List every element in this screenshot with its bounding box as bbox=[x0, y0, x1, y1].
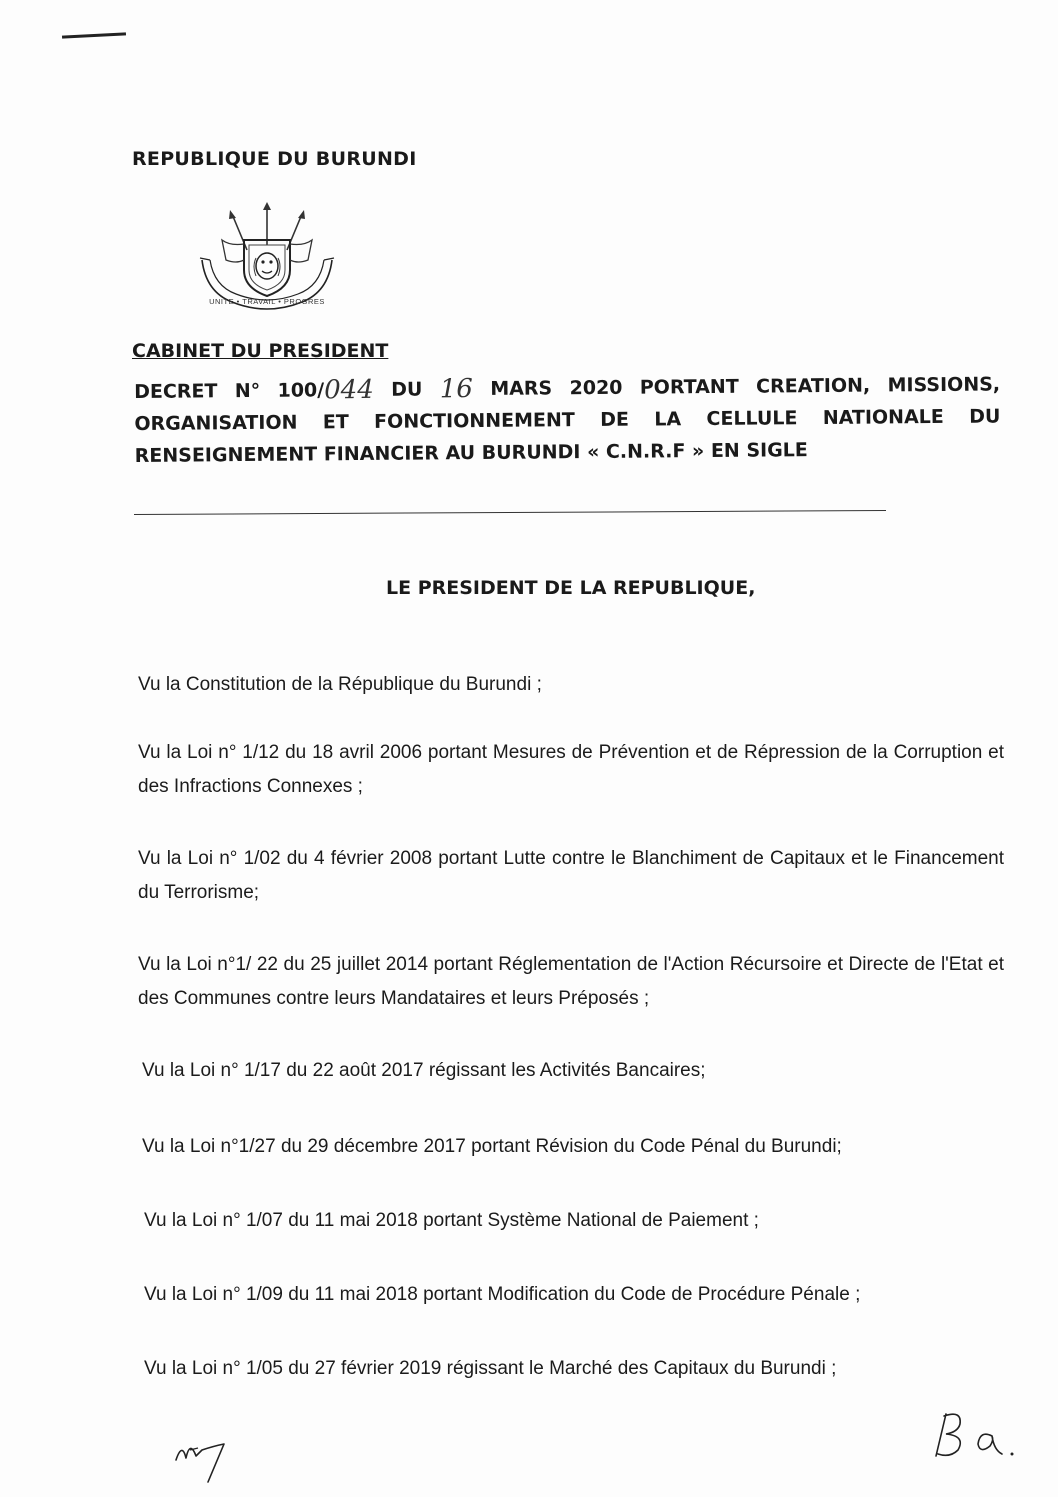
consideration-paragraph: Vu la Loi n° 1/17 du 22 août 2017 régissant les Activités Bancaires; bbox=[142, 1060, 706, 1081]
cabinet-heading: CABINET DU PRESIDENT bbox=[132, 340, 389, 362]
decree-du: DU bbox=[391, 378, 423, 401]
decree-title bbox=[134, 368, 1001, 472]
consideration-paragraph: Vu la Loi n° 1/02 du 4 février 2008 portant Lutte contre le Blanchiment de Capitaux et le Financement du Terrorisme; bbox=[138, 848, 1004, 903]
coat-of-arms-emblem bbox=[192, 200, 342, 320]
emblem-motto: UNITE • TRAVAIL • PROGRES bbox=[209, 297, 325, 306]
decree-date-remainder: MARS 2020 PORTANT CREATION, MISSIONS, bbox=[490, 373, 1001, 400]
decree-day-handwritten: 16 bbox=[439, 374, 474, 405]
handwritten-initials-left bbox=[168, 1420, 238, 1490]
decree-number-prefix: DECRET N° 100/ bbox=[134, 379, 325, 403]
decree-title-line-3: RENSEIGNEMENT FINANCIER AU BURUNDI « C.N.R.F » EN SIGLE bbox=[134, 439, 808, 467]
consideration-paragraph: Vu la Constitution de la République du Burundi ; bbox=[138, 674, 542, 695]
republic-heading: REPUBLIQUE DU BURUNDI bbox=[132, 148, 417, 170]
decree-number-handwritten: 044 bbox=[324, 374, 374, 406]
president-heading: LE PRESIDENT DE LA REPUBLIQUE, bbox=[386, 577, 756, 599]
consideration-paragraph: Vu la Loi n° 1/05 du 27 février 2019 régissant le Marché des Capitaux du Burundi ; bbox=[144, 1358, 837, 1379]
consideration-paragraph: Vu la Loi n° 1/12 du 18 avril 2006 portant Mesures de Prévention et de Répression de la Corruption et des Infractions Connexes ; bbox=[138, 742, 1004, 797]
decree-title-line-2: ORGANISATION ET FONCTIONNEMENT DE LA CELLULE NATIONALE DU bbox=[134, 405, 1001, 435]
handwritten-initials-right bbox=[928, 1400, 1028, 1470]
consideration-paragraph: Vu la Loi n° 1/09 du 11 mai 2018 portant Modification du Code de Procédure Pénale ; bbox=[144, 1284, 861, 1305]
consideration-paragraph: Vu la Loi n°1/27 du 29 décembre 2017 portant Révision du Code Pénal du Burundi; bbox=[142, 1136, 842, 1157]
separator-line bbox=[134, 510, 886, 515]
consideration-paragraph: Vu la Loi n° 1/07 du 11 mai 2018 portant Système National de Paiement ; bbox=[144, 1210, 759, 1231]
corner-mark bbox=[62, 32, 126, 38]
consideration-paragraph: Vu la Loi n°1/ 22 du 25 juillet 2014 portant Réglementation de l'Action Récursoire et Directe de l'Etat et des Communes contre leurs Mandataires et leurs Préposés ; bbox=[138, 954, 1004, 1009]
